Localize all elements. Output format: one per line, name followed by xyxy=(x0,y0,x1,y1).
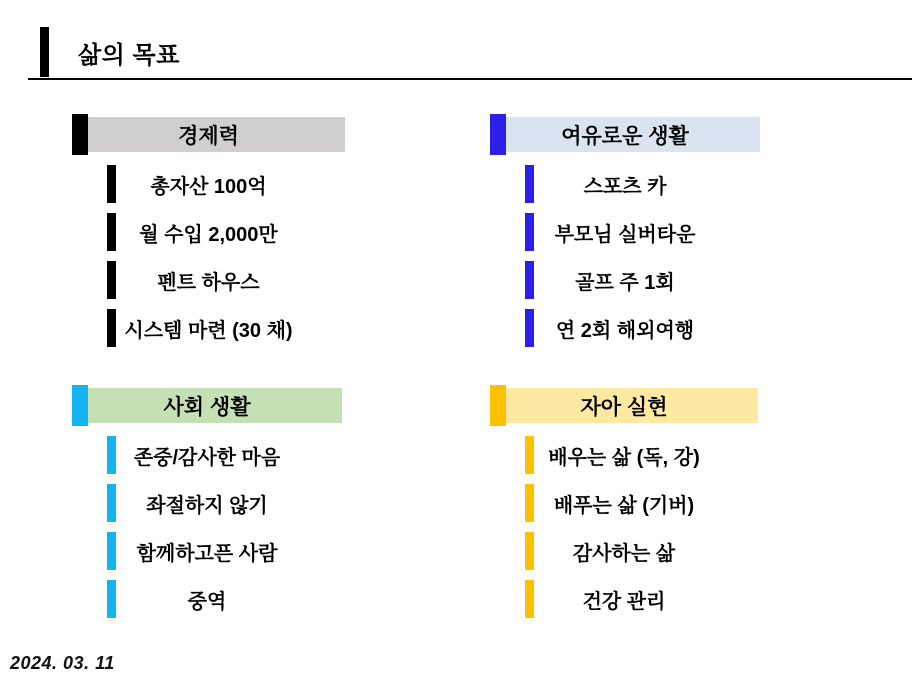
list-item xyxy=(490,213,760,251)
section-leisure xyxy=(490,117,760,357)
item-marker-bar xyxy=(107,484,116,522)
item-label: 골프 주 1회 xyxy=(575,271,675,294)
list-item xyxy=(490,165,760,203)
item-label: 스포츠 카 xyxy=(583,175,667,198)
item-marker-bar xyxy=(107,261,116,299)
item-label: 시스템 마련 (30 채) xyxy=(124,319,293,342)
item-label: 존중/감사한 마음 xyxy=(133,446,281,469)
list-item xyxy=(490,309,760,347)
title-accent-bar xyxy=(40,27,49,77)
item-marker-bar xyxy=(525,436,534,474)
date-label: 2024. 03. 11 xyxy=(10,653,115,673)
section-self-actualization-title: 자아 실현 xyxy=(580,395,668,419)
section-self-actualization xyxy=(490,388,758,628)
list-item xyxy=(72,484,342,522)
section-leisure-header xyxy=(490,117,760,152)
section-leisure-accent-bar xyxy=(490,114,506,155)
section-self-actualization-header xyxy=(490,388,758,423)
section-leisure-title: 여유로운 생활 xyxy=(561,124,689,148)
section-economy-title: 경제력 xyxy=(178,124,239,148)
list-item xyxy=(72,532,342,570)
list-item xyxy=(72,261,345,299)
item-label: 배우는 삶 (독, 강) xyxy=(548,446,700,469)
item-marker-bar xyxy=(107,165,116,203)
section-social-accent-bar xyxy=(72,385,88,426)
page-title: 삶의 목표 xyxy=(78,41,180,69)
item-label: 건강 관리 xyxy=(582,590,666,613)
section-economy-header xyxy=(72,117,345,152)
item-label: 펜트 하우스 xyxy=(157,271,260,294)
item-label: 좌절하지 않기 xyxy=(146,494,268,517)
section-economy-items xyxy=(72,165,345,347)
section-economy xyxy=(72,117,345,357)
item-marker-bar xyxy=(107,213,116,251)
item-label: 중역 xyxy=(187,590,227,613)
item-marker-bar xyxy=(525,484,534,522)
item-label: 부모님 실버타운 xyxy=(554,223,696,246)
item-marker-bar xyxy=(107,309,116,347)
item-label: 함께하고픈 사람 xyxy=(136,542,278,565)
item-marker-bar xyxy=(525,213,534,251)
section-social-items xyxy=(72,436,342,618)
item-label: 총자산 100억 xyxy=(150,175,267,198)
section-self-actualization-accent-bar xyxy=(490,385,506,426)
item-label: 배푸는 삶 (기버) xyxy=(553,494,695,517)
item-marker-bar xyxy=(107,436,116,474)
section-social-header xyxy=(72,388,342,423)
list-item xyxy=(490,484,758,522)
list-item xyxy=(72,309,345,347)
item-label: 월 수입 2,000만 xyxy=(139,223,278,246)
list-item xyxy=(490,261,760,299)
list-item xyxy=(490,436,758,474)
title-divider-line xyxy=(28,78,912,80)
item-marker-bar xyxy=(525,580,534,618)
list-item xyxy=(72,436,342,474)
item-marker-bar xyxy=(525,532,534,570)
list-item xyxy=(490,532,758,570)
section-economy-accent-bar xyxy=(72,114,88,155)
item-label: 감사하는 삶 xyxy=(572,542,676,565)
section-self-actualization-items xyxy=(490,436,758,618)
list-item xyxy=(490,580,758,618)
section-social xyxy=(72,388,342,628)
item-marker-bar xyxy=(107,532,116,570)
list-item xyxy=(72,165,345,203)
item-marker-bar xyxy=(525,261,534,299)
list-item xyxy=(72,213,345,251)
section-leisure-items xyxy=(490,165,760,347)
item-marker-bar xyxy=(525,309,534,347)
list-item xyxy=(72,580,342,618)
item-marker-bar xyxy=(525,165,534,203)
section-social-title: 사회 생활 xyxy=(163,395,251,419)
item-marker-bar xyxy=(107,580,116,618)
item-label: 연 2회 해외여행 xyxy=(555,319,695,342)
